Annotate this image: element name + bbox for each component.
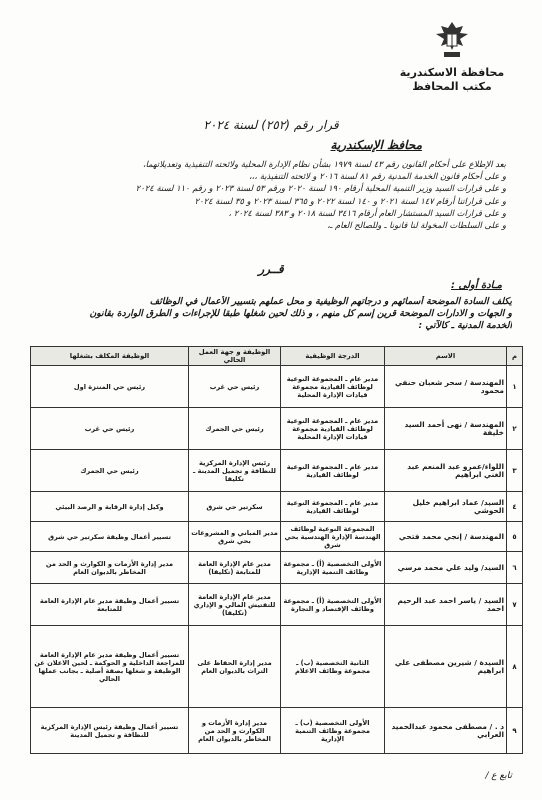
current-job: رئيس الإدارة المركزية للنظافة و تجميل المدينة ـ تكليفا bbox=[189, 450, 281, 492]
column-header: م bbox=[507, 347, 523, 366]
table-row bbox=[31, 366, 523, 408]
table-row bbox=[31, 408, 523, 450]
current-job: مدير المباني و المشروعات بحي شرق bbox=[189, 522, 281, 552]
row-number: ٧ bbox=[507, 584, 523, 626]
decided-heading: قــرر bbox=[258, 262, 284, 276]
employee-name: د . / مصطفى محمود عبدالحميد العرابي bbox=[385, 708, 507, 754]
assigned-job: تسيير أعمال وظيفة مدير عام الإدارة العامة للمراجعة الداخلية و الحوكمة ـ لحين الاعلان عن الوظيفة و شغلها بصفة أصلية ـ بجانب عملها الحالي bbox=[31, 626, 189, 708]
job-grade: مدير عام ـ المجموعة النوعية لوظائف القيادية bbox=[281, 492, 385, 522]
row-number: ٥ bbox=[507, 522, 523, 552]
preamble-line: و على أحكام قانون الخدمة المدنية رقم ٨١ لسنة ٢٠١٦ و لائحته التنفيذية ،،، bbox=[248, 171, 506, 182]
decision-title: قرار رقم (٢٥٢) لسنة ٢٠٢٤ bbox=[203, 118, 339, 132]
current-job: مدير عام الإدارة العامة للمتابعة (تكليفا) bbox=[189, 552, 281, 584]
assigned-job: رئيس حي غرب bbox=[31, 408, 189, 450]
current-job: مدير إدارة الأزمات و الكوارث و الحد من المخاطر بالديوان العام bbox=[189, 708, 281, 754]
job-grade: المجموعة النوعية لوظائف الهندسة الإدارة الهندسية بحي شرق bbox=[281, 522, 385, 552]
article-intro bbox=[28, 296, 512, 332]
employee-name: السيد/ وليد علي محمد مرسي bbox=[385, 552, 507, 584]
assigned-job: تسيير أعمال وظيفة رئيس الإدارة المركزية للنظافة و تجميل المدينة bbox=[31, 708, 189, 754]
job-grade: الأولى التخصصية (أ) ـ مجموعة وظائف الإقتصاد و التجارة bbox=[281, 584, 385, 626]
preamble-line: و على السلطات المخولة لنا قانونا ـ وللصالح العام ـ، bbox=[327, 220, 506, 231]
assigned-job: رئيس حي المنتزة اول bbox=[31, 366, 189, 408]
assigned-job: تسيير أعمال وظيفة مدير عام الإدارة العامة للمتابعة bbox=[31, 584, 189, 626]
job-grade: مدير عام ـ المجموعة النوعية لوظائف القيادية bbox=[281, 450, 385, 492]
job-grade: مدير عام ـ المجموعة النوعية لوظائف القيادية مجموعة قيادات الإدارة المحلية bbox=[281, 408, 385, 450]
assignments-table bbox=[30, 346, 523, 754]
current-job: سكرتير حي شرق bbox=[189, 492, 281, 522]
office-name: مكتب المحافظ bbox=[412, 80, 492, 93]
table-header-row bbox=[31, 347, 523, 366]
column-header: الوظيفة المكلف بشغلها bbox=[31, 347, 189, 366]
employee-name: المهندسة / إنجي محمد فتحي bbox=[385, 522, 507, 552]
job-grade: الأولى التخصصية (ب) ـ مجموعة وظائف التنمية الإدارية bbox=[281, 708, 385, 754]
row-number: ٨ bbox=[507, 626, 523, 708]
assigned-job: مدير إدارة الأزمات و الكوارث و الحد من المخاطر بالديوان العام bbox=[31, 552, 189, 584]
table-row bbox=[31, 552, 523, 584]
preamble-line: و على قراراتنا أرقام ١٤٧ لسنة ٢٠٢١ و ١٤٠ لسنة ٢٠٢٢ و ٣٦٥ لسنة ٢٠٢٣ و ٣٥ لسنة ٢٠٢٤ bbox=[194, 195, 506, 206]
intro-line: و الجهات و الادارات الموضحة قرين إسم كل منهم ، و ذلك لحين شغلها طبقا للإجراءات و الطرق الواردة بقانون bbox=[89, 308, 512, 319]
employee-name: اللواء/عمرو عبد المنعم عبد الغني ابراهيم bbox=[385, 450, 507, 492]
row-number: ٣ bbox=[507, 450, 523, 492]
table-row bbox=[31, 626, 523, 708]
current-job: مدير إدارة الحفاظ على التراث بالديوان العام bbox=[189, 626, 281, 708]
column-header: الاسم bbox=[385, 347, 507, 366]
assigned-job: رئيس حي الجمرك bbox=[31, 450, 189, 492]
eagle-emblem-icon bbox=[433, 18, 471, 62]
intro-line: يكلف السادة الموضحة أسمائهم و درجاتهم الوظيفية و محل عملهم بتسيير الأعمال في الوظائف bbox=[149, 296, 512, 307]
job-grade: مدير عام ـ المجموعة النوعية لوظائف القيادية مجموعة قيادات الإدارة المحلية bbox=[281, 366, 385, 408]
employee-name: السيد/ عماد ابراهيم خليل الحوشي bbox=[385, 492, 507, 522]
table-row bbox=[31, 450, 523, 492]
preamble-line: بعد الإطلاع على أحكام القانون رقم ٤٣ لسنة ١٩٧٩ بشأن نظام الإدارة المحلية ولائحته التنفيذية وتعديلاتهما، bbox=[142, 159, 506, 169]
employee-name: المهندسة / سحر شعبان حنفي محمود bbox=[385, 366, 507, 408]
row-number: ٤ bbox=[507, 492, 523, 522]
table-row bbox=[31, 522, 523, 552]
row-number: ٩ bbox=[507, 708, 523, 754]
column-header: الدرجة الوظيفية bbox=[281, 347, 385, 366]
current-job: مدير عام الإدارة العامة للتفتيش المالي و الإداري (تكليفا) bbox=[189, 584, 281, 626]
job-grade: الأولى التخصصية (أ) ـ مجموعة وظائف التنمية الإدارية bbox=[281, 552, 385, 584]
preamble-line: و على قرارات السيد المستشار العام أرقام ٣٤١٦ لسنة ٢٠١٨ و ٣٨٣ لسنة ٢٠٢٤ ، bbox=[228, 207, 506, 218]
table-row bbox=[31, 584, 523, 626]
table-row bbox=[31, 708, 523, 754]
row-number: ٦ bbox=[507, 552, 523, 584]
column-header: الوظيفة و جهة العمل الحالي bbox=[189, 347, 281, 366]
current-job: رئيس حي الجمرك bbox=[189, 408, 281, 450]
assigned-job: تسيير أعمال وظيفة سكرتير حي شرق bbox=[31, 522, 189, 552]
preamble-line: و على قرارات السيد وزير التنمية المحلية أرقام ١٩٠ لسنة ٢٠٢٠ ورقم ٥٣ لسنة ٢٠٢٣ و رقم ١١٠ لسنة ٢٠٢٤ bbox=[135, 183, 506, 194]
continued-note: تابع ع / bbox=[485, 771, 512, 781]
row-number: ١ bbox=[507, 366, 523, 408]
assigned-job: وكيل إدارة الرقابة و الرصد البيئي bbox=[31, 492, 189, 522]
preamble bbox=[36, 158, 506, 231]
employee-name: المهندسة / نهى أحمد السيد خليفة bbox=[385, 408, 507, 450]
article-heading: مـادة أولى : bbox=[451, 280, 502, 291]
governorate-name: محافظة الاسكندرية bbox=[399, 66, 505, 79]
intro-line: الخدمة المدنية ـ كالآتي : bbox=[418, 320, 512, 331]
employee-name: السيدة / شيرين مصطفى علي ابراهيم bbox=[385, 626, 507, 708]
table-row bbox=[31, 492, 523, 522]
governor-heading: محافظ الإسكندرية bbox=[330, 138, 422, 152]
row-number: ٢ bbox=[507, 408, 523, 450]
letterhead bbox=[392, 18, 512, 94]
current-job: رئيس حي غرب bbox=[189, 366, 281, 408]
employee-name: السيد / ياسر احمد عبد الرحيم احمد bbox=[385, 584, 507, 626]
job-grade: الثانية التخصصية (ب) ـ مجموعة وظائف الاعلام bbox=[281, 626, 385, 708]
